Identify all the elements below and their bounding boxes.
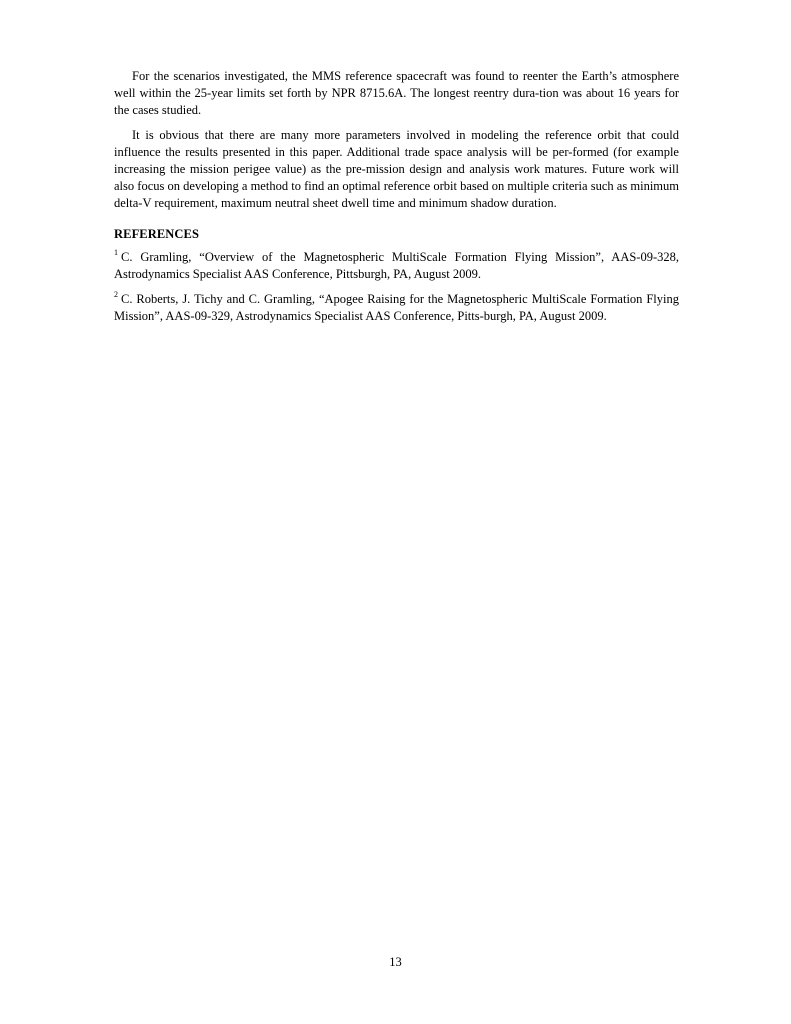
reference-text-1: C. Gramling, “Overview of the Magnetospheric MultiScale Formation Flying Mission”, AAS-09-328, Astrodynamics Specialist AAS Conference, Pittsburgh, PA, August 2009. <box>114 250 679 281</box>
reference-text-2: C. Roberts, J. Tichy and C. Gramling, “Apogee Raising for the Magnetospheric MultiScale Formation Flying Mission”, AAS-09-329, Astrodynamics Specialist AAS Conference, Pitts-burgh, PA, August 2009. <box>114 292 679 323</box>
body-paragraph-1: For the scenarios investigated, the MMS reference spacecraft was found to reenter the Earth’s atmosphere well within the 25-year limits set forth by NPR 8715.6A. The longest reentry dura-tion was about 16 years for the cases studied. <box>114 69 679 117</box>
page-number: 13 <box>389 955 402 969</box>
reference-item-2 <box>114 291 679 325</box>
reference-marker-2: 2 <box>114 289 118 299</box>
reference-marker-1: 1 <box>114 247 118 257</box>
reference-item-1 <box>114 249 679 283</box>
references-heading: REFERENCES <box>114 227 200 241</box>
body-paragraph-2: It is obvious that there are many more parameters involved in modeling the reference orbit that could influence the results presented in this paper. Additional trade space analysis will be per-formed (for example increasing the mission perigee value) as the pre-mission design and analysis work matures. Future work will also focus on developing a method to find an optimal reference orbit based on multiple criteria such as minimum delta-V requirement, maximum neutral sheet dwell time and minimum shadow duration. <box>114 128 679 210</box>
page-content <box>114 68 679 333</box>
